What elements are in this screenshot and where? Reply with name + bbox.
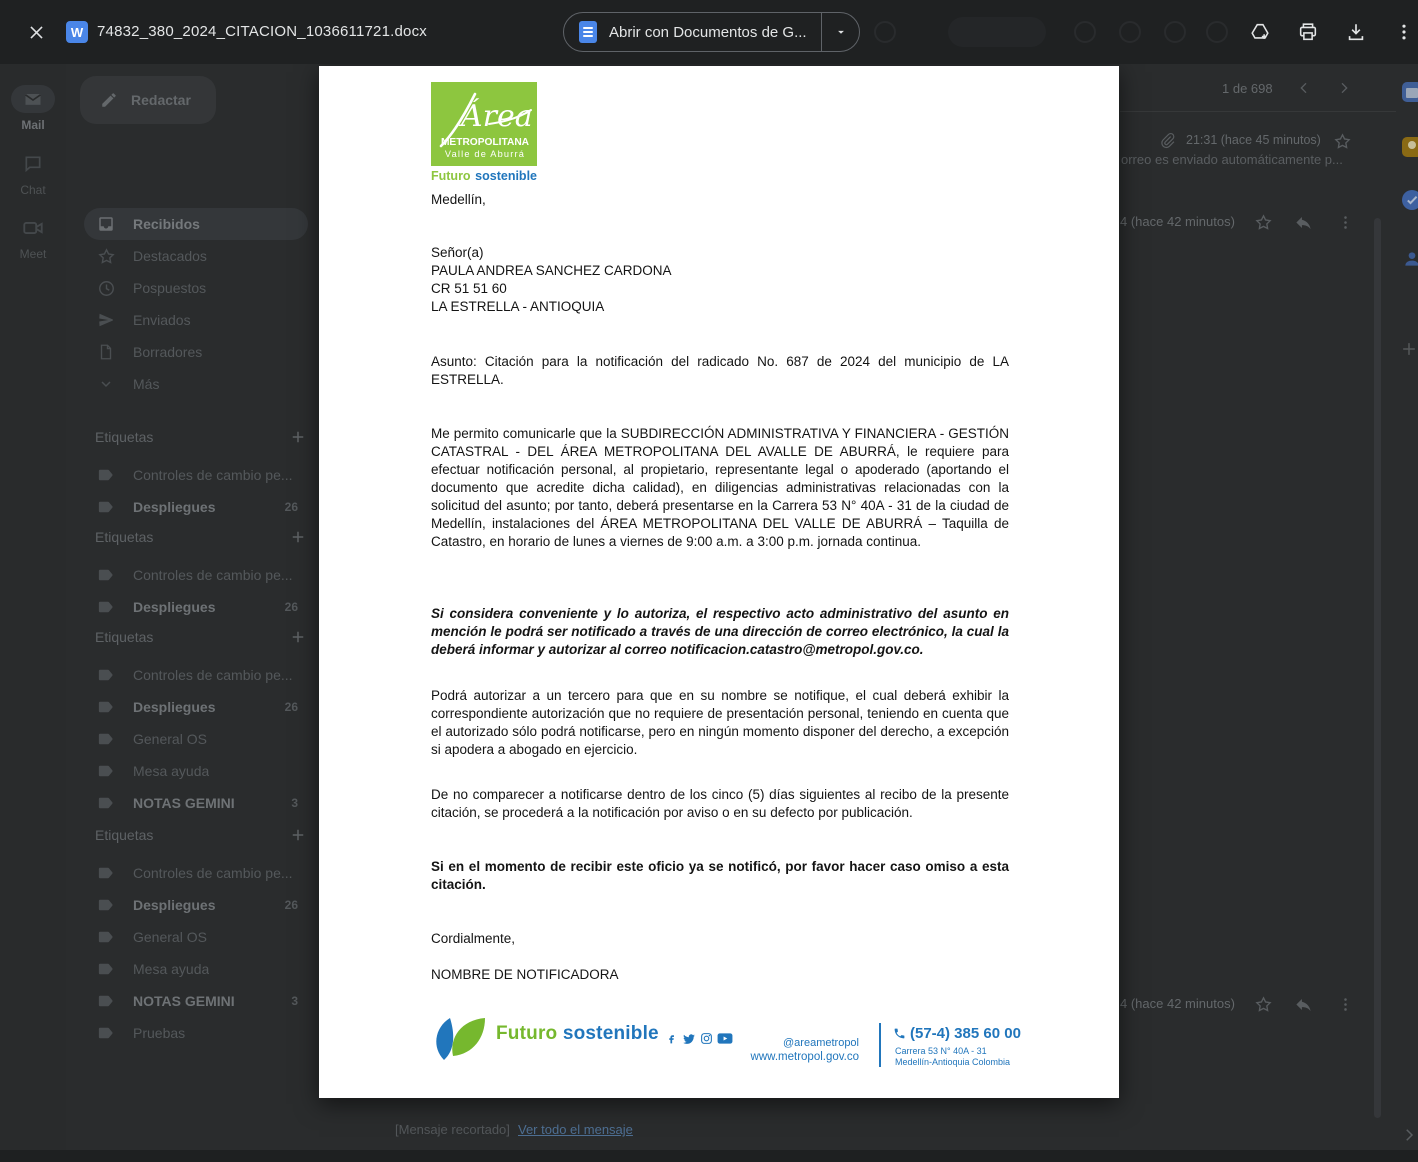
doc-city-line: Medellín, <box>431 192 486 207</box>
label-icon <box>96 1023 116 1043</box>
chat-icon <box>11 150 55 178</box>
label-name: NOTAS GEMINI <box>133 993 235 1009</box>
twitter-icon <box>682 1032 696 1051</box>
message-timestamp: 4 (hace 42 minutos) <box>1120 214 1235 229</box>
rail-label: Meet <box>19 247 47 261</box>
sidebar-item-enviados[interactable] <box>84 304 308 336</box>
recipient-name: PAULA ANDREA SANCHEZ CARDONA <box>431 263 672 278</box>
label-item[interactable] <box>84 755 308 787</box>
bottom-band <box>0 1150 1418 1162</box>
label-icon <box>96 863 116 883</box>
footer-address-line1: Carrera 53 N° 40A - 31 <box>895 1046 987 1056</box>
labels-section-header <box>95 521 307 553</box>
view-entire-message-link[interactable]: Ver todo el mensaje <box>518 1122 633 1137</box>
recipient-salutation: Señor(a) <box>431 245 484 260</box>
chevron-down-icon[interactable] <box>822 25 859 39</box>
unread-count: 26 <box>284 898 298 912</box>
phone-icon <box>893 1027 906 1040</box>
label-icon <box>96 565 116 585</box>
sidebar-item-label: Destacados <box>133 248 207 264</box>
label-name: NOTAS GEMINI <box>133 795 235 811</box>
footer-address-line2: Medellín-Antioquia Colombia <box>895 1057 1011 1067</box>
clock-icon <box>96 278 116 298</box>
label-name: Controles de cambio pe... <box>133 667 293 683</box>
draft-icon <box>96 342 116 362</box>
label-item[interactable] <box>84 985 308 1017</box>
close-icon[interactable] <box>16 12 56 52</box>
label-icon <box>96 895 116 915</box>
doc-paragraph: De no comparecer a notificarse dentro de los cinco (5) días siguientes al recibo de la presente citación, se procederá a la notificación por aviso o en su defecto por publicación. <box>431 787 1009 820</box>
label-icon <box>96 761 116 781</box>
ghost-icon <box>1206 21 1228 43</box>
rail-item-mail[interactable] <box>0 85 66 132</box>
video-camera-icon <box>11 214 55 242</box>
sidebar-item-label: Recibidos <box>133 216 200 232</box>
rail-item-meet[interactable] <box>0 214 66 261</box>
svg-text:Valle de Aburrá: Valle de Aburrá <box>444 149 526 159</box>
mail-icon <box>11 85 55 113</box>
add-label-icon[interactable] <box>289 528 307 546</box>
label-name: Despliegues <box>133 499 216 515</box>
label-name: Despliegues <box>133 897 216 913</box>
open-with-docs-button[interactable] <box>563 12 860 52</box>
label-item[interactable] <box>84 591 308 623</box>
more-options-icon[interactable] <box>1384 12 1418 52</box>
doc-signer: NOMBRE DE NOTIFICADORA <box>431 967 619 982</box>
star-icon <box>96 246 116 266</box>
labels-section-header <box>95 621 307 653</box>
sidebar-item-destacados[interactable] <box>84 240 308 272</box>
google-docs-icon <box>579 21 597 43</box>
chevron-left-icon[interactable] <box>1292 76 1316 100</box>
star-icon[interactable] <box>1252 211 1274 233</box>
star-icon[interactable] <box>1331 130 1353 152</box>
doc-paragraph: Me permito comunicarle que la SUBDIRECCIÓN ADMINISTRATIVA Y FINANCIERA - GESTIÓN CATASTRAL - DEL ÁREA METROPOLITANA DEL AVALLE DE ABURRÁ, le requiere para efectuar notificación personal, al propietario, representante legal o apoderado (aportando el documento que acredite dicha calidad), en diligencias administrativas relacionadas con la solicitud del asunto; por tanto, deberá presentarse en la Carrera 53 N° 40A - 31 de la ciudad de Medellín, instalaciones del ÁREA METROPOLITANA DEL VALLE DE ABURRÁ – Taquilla de Catastro, en horario de lunes a viernes de 9:00 a.m. a 3:00 p.m. jornada continua. <box>431 426 1009 549</box>
label-item[interactable] <box>84 723 308 755</box>
unread-count: 3 <box>291 994 298 1008</box>
rail-label: Chat <box>20 183 46 197</box>
label-name: Mesa ayuda <box>133 961 210 977</box>
facebook-icon <box>665 1032 678 1050</box>
label-item[interactable] <box>84 889 308 921</box>
send-icon <box>96 310 116 330</box>
label-name: General OS <box>133 929 207 945</box>
label-name: Mesa ayuda <box>133 763 210 779</box>
star-icon[interactable] <box>1252 993 1274 1015</box>
compose-button[interactable] <box>80 76 216 124</box>
reply-icon[interactable] <box>1292 211 1314 233</box>
doc-closing: Cordialmente, <box>431 931 516 946</box>
more-options-icon[interactable] <box>1334 993 1356 1015</box>
label-item[interactable] <box>84 857 308 889</box>
label-icon <box>96 697 116 717</box>
label-icon <box>96 793 116 813</box>
reply-icon[interactable] <box>1292 993 1314 1015</box>
tasks-icon[interactable] <box>1402 190 1418 210</box>
add-label-icon[interactable] <box>289 628 307 646</box>
label-icon <box>96 465 116 485</box>
message-snippet: orreo es enviado automáticamente p... <box>1121 152 1343 167</box>
label-name: Controles de cambio pe... <box>133 865 293 881</box>
sidebar-item-label: Enviados <box>133 312 191 328</box>
chevron-down-icon <box>96 374 116 394</box>
rail-label: Mail <box>21 118 45 132</box>
word-file-icon: W <box>66 21 88 43</box>
area-metropolitana-logo <box>431 82 537 166</box>
add-label-icon[interactable] <box>289 428 307 446</box>
ghost-icon <box>874 21 896 43</box>
label-name: Controles de cambio pe... <box>133 567 293 583</box>
calendar-icon[interactable] <box>1402 82 1418 102</box>
chevron-right-icon[interactable] <box>1398 1124 1418 1146</box>
doc-paragraph-warning: Si en el momento de recibir este oficio ya se notificó, por favor hacer caso omiso a esta citación. <box>431 859 1009 892</box>
ghost-icon <box>1164 21 1186 43</box>
recipient-address: CR 51 51 60 <box>431 281 507 296</box>
label-item[interactable] <box>84 787 308 819</box>
ghost-icon <box>1074 21 1096 43</box>
logo-tagline: Futuro sostenible <box>431 169 537 183</box>
ghost-icon <box>1119 21 1141 43</box>
sidebar-item-label: Pospuestos <box>133 280 207 296</box>
doc-paragraph: Podrá autorizar a un tercero para que en su nombre se notifique, el cual deberá exhibir la correspondiente autorización que no requiere de presentación personal, teniendo en cuenta que el autorizado sólo podrá notificarse, pero en ningún momento disponer del derecho, a excepción si apodera a abogado en ejercicio. <box>431 688 1009 757</box>
unread-count: 26 <box>284 500 298 514</box>
label-icon <box>96 959 116 979</box>
document-page <box>319 66 1119 1098</box>
sidebar-item-pospuestos[interactable] <box>84 272 308 304</box>
contacts-icon[interactable] <box>1402 249 1418 269</box>
label-icon <box>96 665 116 685</box>
label-name: Controles de cambio pe... <box>133 467 293 483</box>
footer-divider <box>879 1023 881 1067</box>
label-item[interactable] <box>84 1017 308 1049</box>
labels-title: Etiquetas <box>95 429 154 445</box>
download-icon[interactable] <box>1336 12 1376 52</box>
rail-item-chat[interactable] <box>0 150 66 197</box>
unread-count: 26 <box>284 700 298 714</box>
compose-label: Redactar <box>131 92 191 108</box>
label-name: Despliegues <box>133 599 216 615</box>
toolbar-divider <box>1120 111 1396 112</box>
doc-subject: Asunto: Citación para la notificación del radicado No. 687 de 2024 del municipio de LA ESTRELLA. <box>431 354 1009 387</box>
ghost-pill <box>948 17 1046 47</box>
attachment-icon <box>1158 131 1176 149</box>
file-title: 74832_380_2024_CITACION_1036611721.docx <box>97 23 427 40</box>
label-icon <box>96 927 116 947</box>
label-item[interactable] <box>84 491 308 523</box>
label-icon <box>96 729 116 749</box>
label-item[interactable] <box>84 953 308 985</box>
label-icon <box>96 991 116 1011</box>
label-item[interactable] <box>84 691 308 723</box>
sidebar-item-recibidos[interactable] <box>84 208 308 240</box>
unread-count: 3 <box>291 796 298 810</box>
unread-count: 26 <box>284 600 298 614</box>
sidebar-item-mas[interactable] <box>84 368 308 400</box>
label-icon <box>96 597 116 617</box>
label-item[interactable] <box>84 921 308 953</box>
recipient-block <box>431 244 672 316</box>
svg-text:METROPOLITANA: METROPOLITANA <box>440 137 530 148</box>
sidebar-item-borradores[interactable] <box>84 336 308 368</box>
label-name: General OS <box>133 731 207 747</box>
preview-header <box>0 0 1418 64</box>
label-item[interactable] <box>84 659 308 691</box>
message-clipped-note: [Mensaje recortado] <box>395 1122 510 1137</box>
add-to-drive-icon[interactable] <box>1240 12 1280 52</box>
sidebar-item-label: Más <box>133 376 160 392</box>
label-item[interactable] <box>84 559 308 591</box>
recipient-city: LA ESTRELLA - ANTIOQUIA <box>431 299 605 314</box>
logo-script-text: Área <box>461 99 533 134</box>
footer-website: www.metropol.gov.co <box>750 1051 859 1063</box>
inbox-icon <box>96 214 116 234</box>
label-icon <box>96 497 116 517</box>
mail-sidebar <box>66 64 320 1162</box>
footer-social-handle: @areametropol <box>783 1037 859 1049</box>
label-item[interactable] <box>84 459 308 491</box>
label-name: Despliegues <box>133 699 216 715</box>
labels-section-header <box>95 421 307 453</box>
labels-section-header <box>95 819 307 851</box>
more-options-icon[interactable] <box>1334 211 1356 233</box>
add-addon-icon[interactable] <box>1398 338 1418 360</box>
chevron-right-icon[interactable] <box>1332 76 1356 100</box>
keep-icon[interactable] <box>1402 137 1418 157</box>
open-with-label: Abrir con Documentos de G... <box>609 23 807 41</box>
labels-title: Etiquetas <box>95 529 154 545</box>
label-name: Pruebas <box>133 1025 186 1041</box>
message-timestamp: 4 (hace 42 minutos) <box>1120 996 1235 1011</box>
labels-title: Etiquetas <box>95 629 154 645</box>
scrollbar[interactable] <box>1374 218 1381 1118</box>
leaves-logo <box>429 1010 493 1062</box>
add-label-icon[interactable] <box>289 826 307 844</box>
print-icon[interactable] <box>1288 12 1328 52</box>
labels-title: Etiquetas <box>95 827 154 843</box>
footer-tagline: Futuro sostenible <box>496 1023 659 1044</box>
sidebar-item-label: Borradores <box>133 344 203 360</box>
thread-pagination: 1 de 698 <box>1222 81 1273 96</box>
doc-paragraph-email-notice: Si considera conveniente y lo autoriza, el respectivo acto administrativo del asunto en mención le podrá ser notificado a través de una dirección de correo electrónico, la cual la deberá informar y autorizar al correo notificacion.catastro@metropol.gov.co. <box>431 606 1009 657</box>
app-rail <box>0 64 66 1162</box>
footer-phone: (57-4) 385 60 00 <box>893 1025 1021 1042</box>
message-timestamp: 21:31 (hace 45 minutos) <box>1186 133 1321 147</box>
